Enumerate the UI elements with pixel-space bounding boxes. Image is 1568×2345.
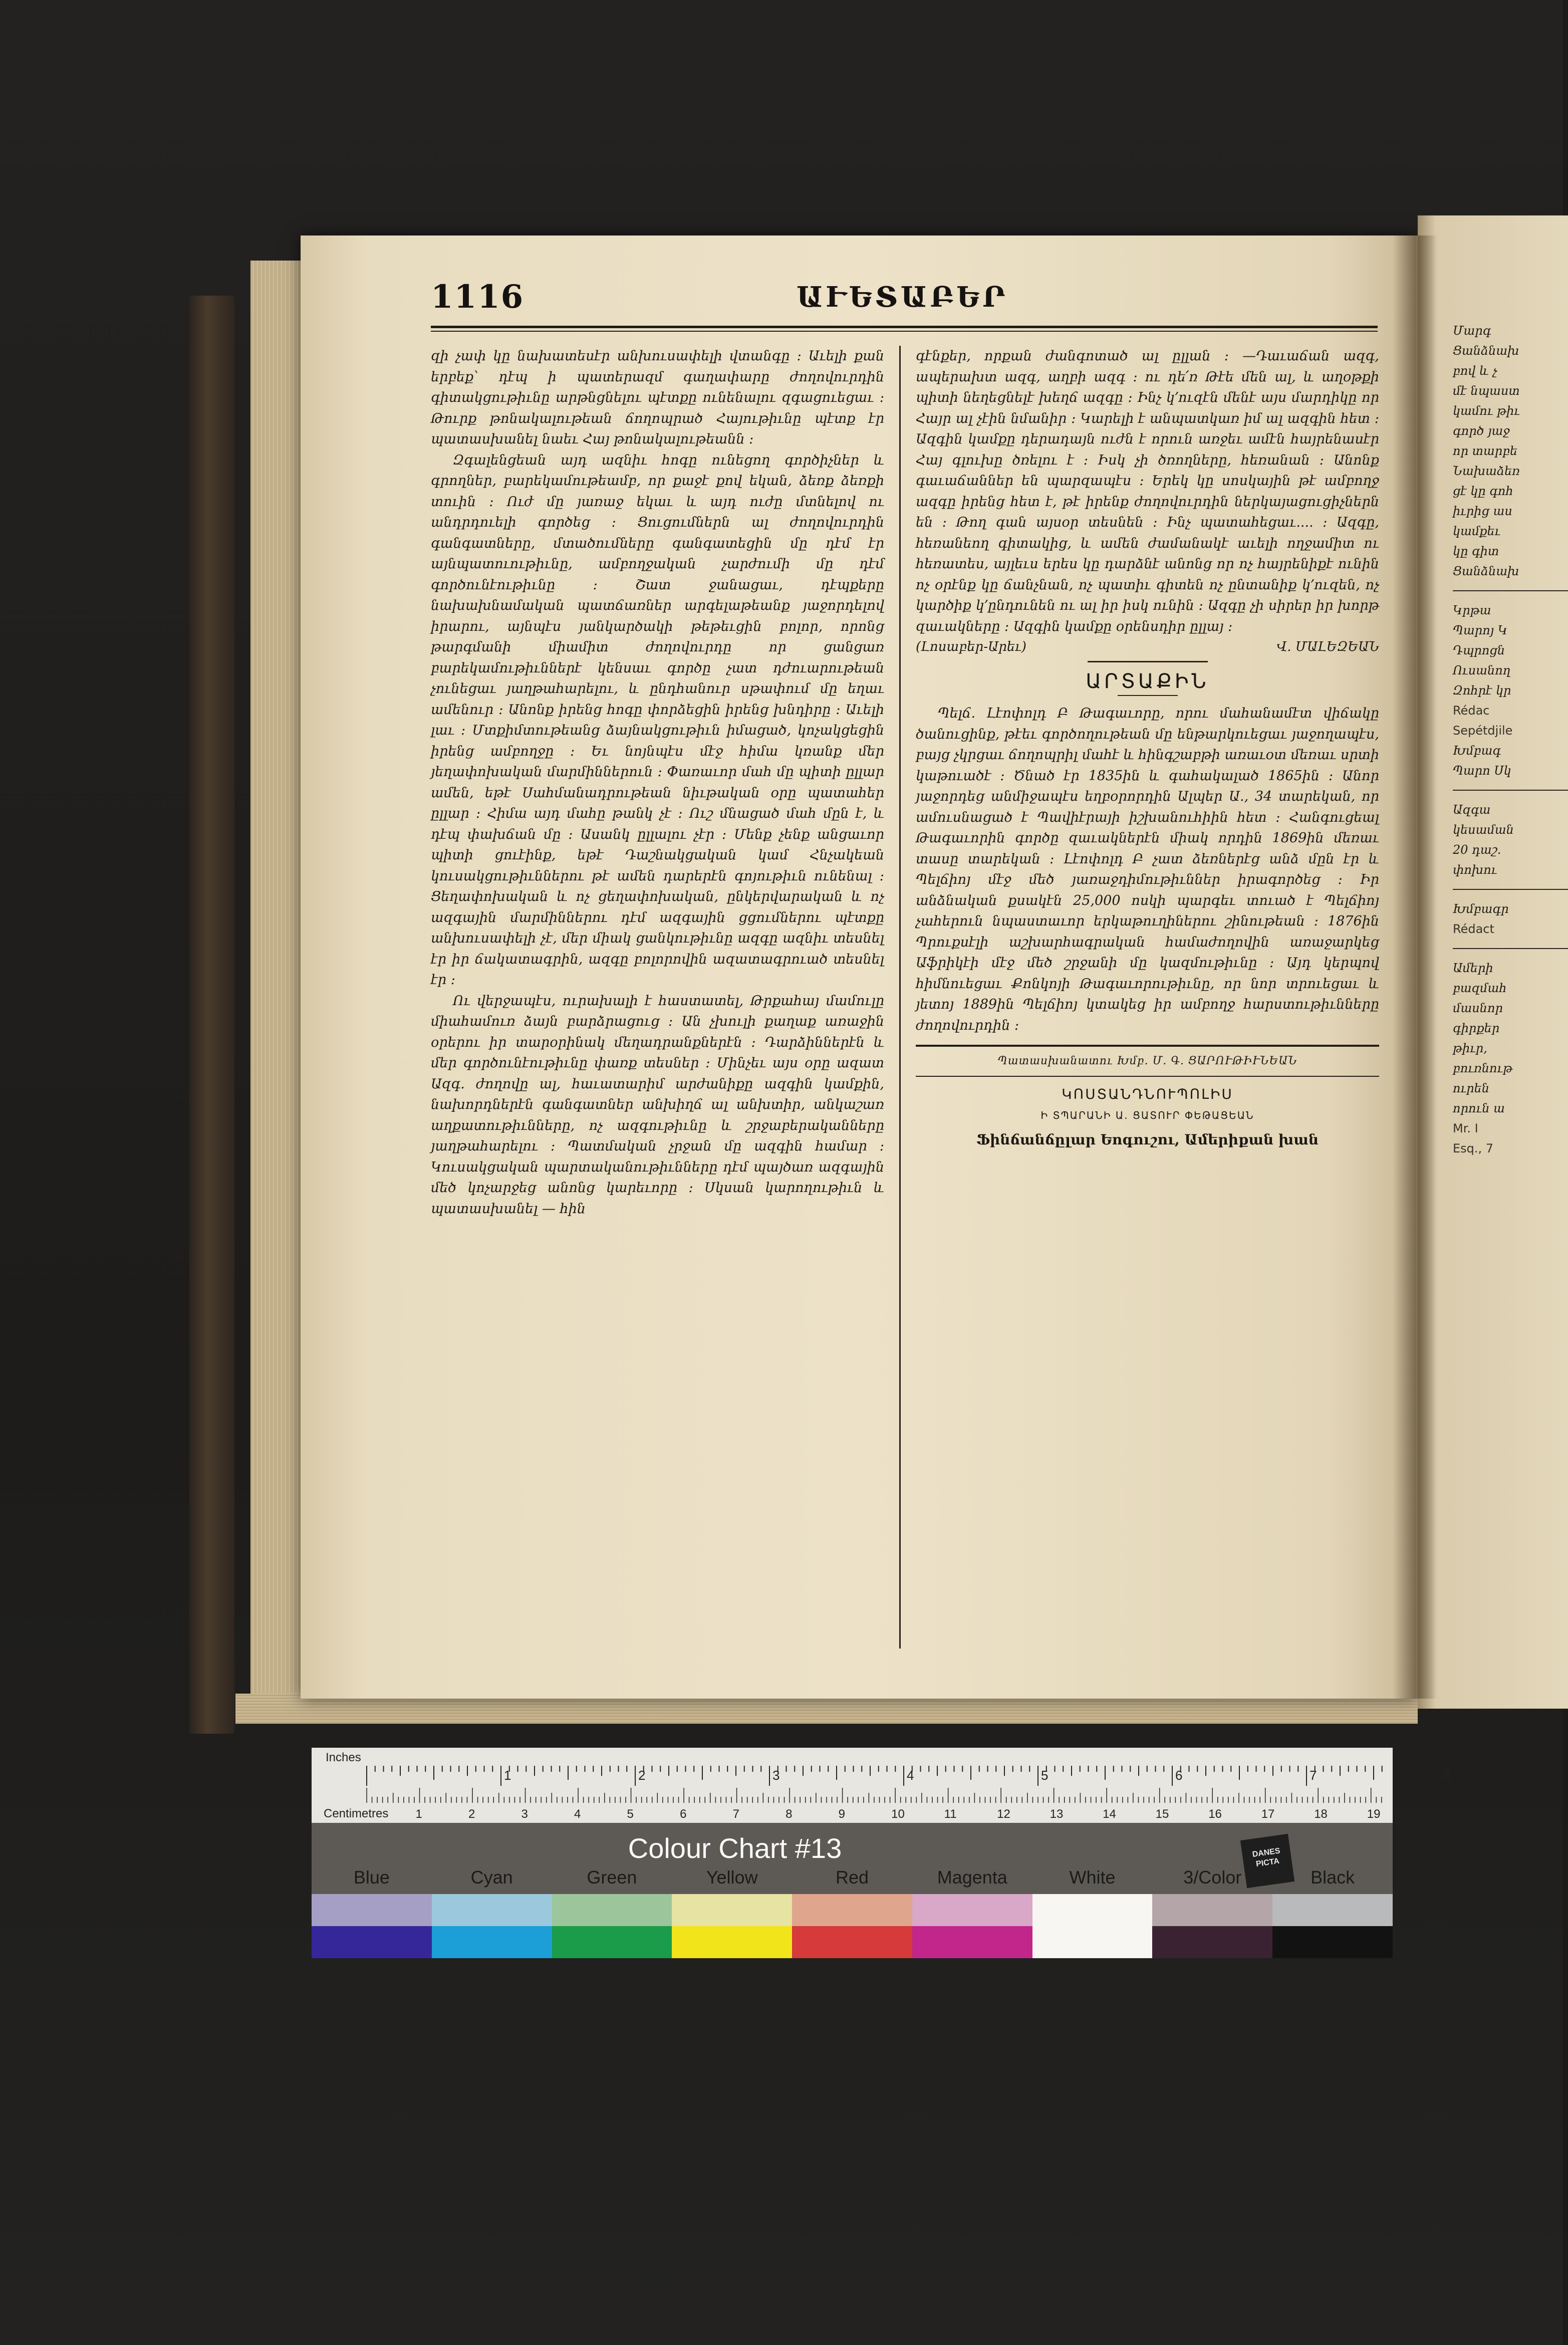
swatch-labels: [312, 1867, 1393, 1892]
right-page-line: Ամերի: [1453, 961, 1493, 975]
colour-chart: [312, 1748, 1451, 1958]
right-page-line: Ցանձնախ: [1453, 344, 1519, 358]
ruler-cm-number: 18: [1314, 1807, 1328, 1821]
right-page-line: Sepétdjile: [1453, 724, 1513, 738]
paragraph: Զգալենցեան այդ ազնիւ հոգը ունեցող գործիչներ և գրողներ, բարեկամութեամբ, որ քաջէ քով եկան, ձեռք ձեռքի տուին ։ Ուժ մը յառաջ եկաւ և այդ ուժը մտնելով ու անդրդուելի գործեց ։ Ցուցումներն ալ ժողովուրդին գանգատները, մտածումները գանգատեցին մը դէմ էր այնպատուութիւնը, ամբողջական չարժումի մը դէմ գործունէութիւնը ։ Շատ ջանացաւ, դէպքերը նախախնամական պատճառներ արգելաթեանք յաջորդելով իրարու, այնպէս յանկարծակի թեթեւցին բոլոր, որոնց թարգմանի միամիտ ժողովուրդը որ ցանցառ բարեկամութիւններէ կենսաւ գործը չատ դժուարութեան չունեցաւ յաղթահարելու, և ընդհանուր սթափում մը եղաւ ամենուր ։ Անոնք իրենց հոգը փորձեցին իրենց խնդիրը ։ Աւելի լաւ ։ Մտքիմտութեանց ձայնակցութիւն իմացած, կոչակցեցին իրենց ամբողջը ։ Եւ նոյնպէս մէջ հիմա կռանք մեր յեղափոխական մարմիններուն ։ Փառաւոր մահ մը պիտի ըլլար ամեն, եթէ Սահմանադրութեան նիւթական օրը պատահեր ըլլար ։ Հիմա այդ մահը թանկ չէ ։ Ուշ մնացած մահ մըն է, և դէպ փախճան մը ։ Ասանկ ըլլալու չէր ։ Մենք չենք անցաւոր պիտի ցուէինք, եթէ Դաշնակցական կամ Հնչակեան կուսակցութիւններու թէ ամեն դարերէն գոյութիւն ունենալ ։ Ցեղափոխական և ոչ ցեղափոխական, ընկերվարական և ոչ ազգային մարմիններու դէմ ազգային ցցումներու պէտքը անխուսափելի չէ, մեր միակ ցանկութիւնը ազգը ազնիւ տեսնել էր իր ճակատագրին, ազգը բոլորովին ազատագրուած տեսնել էր ։: [431, 452, 884, 988]
right-page-line: գիրքեր: [1453, 1021, 1500, 1035]
right-page-line: մէ նպաստ: [1453, 384, 1520, 398]
right-page-line: որ տարբե: [1453, 444, 1518, 458]
colour-swatch: [312, 1926, 432, 1958]
paragraph: գէնքեր, որքան ժանգոտած ալ ըլլան ։ —Դաւաճան ազգ, ապերախտ ազգ, աղբի ազգ ։ ու դե՛ռ Թէե մեն ալ, և աղօթքի պիտի նեղեցնելէ խեղճ ազգը ։ Ինչ կ՚ուզէն մենէ այս մարդիկը որ Հայր ալ չէին նմանիր ։ Կարելի է անպատկառ իմ ալ ազգին հետ ։ Ազգին կամքը դերադայն ուժն է որուն առջեւ ամէն հայրենասէր Հայ գլուխը ծռելու է ։ Իսկ չի ծռողները, հեռանան ։ Անոնք գաւաճաններ են պարզապէս ։ Երեկ կը սոսկային թէ ամբողջ ազգը իրենց հետ է, թէ իրենք ժողովուրդին ներկայացուցիչներն են ։ Թող գան այսօր տեսնեն ։ Ինչ պատահեցաւ.... ։ Ազգը, հեռանեող գիտակից, և ամեն ժամանակէ աւելի ողջամիտ ու հեռատես, այլեւս երես կը դարձնէ անոնց որ ոչ հայրենիքէ ունին ոչ օրէնք կը ճանչնան, ոչ պատիւ գիտեն ոչ ընտանիք կ՚ուզեն, ոչ կարծիք կ՚ընդունեն ու ալ իր իսկ ունին ։ Ազգը չի սիրեր իր խորթ զաւակները ։ Ազգին կամքը օրենսդիր ըլլայ ։: [916, 348, 1379, 634]
swatch-label: Red: [835, 1867, 869, 1888]
right-page-line: բուռնութ: [1453, 1061, 1513, 1075]
right-page-line: Ցանձնախ: [1453, 564, 1519, 578]
swatch-label: 3/Color: [1183, 1867, 1242, 1888]
right-page-line: ուրեն: [1453, 1081, 1489, 1095]
right-page-line: բազմահ: [1453, 981, 1507, 995]
ruler-cm-number: 6: [680, 1807, 687, 1821]
ruler-inch-number: 4: [907, 1768, 914, 1783]
right-page-line: Rédac: [1453, 704, 1490, 718]
ruler-cm-number: 3: [521, 1807, 528, 1821]
ruler-inch-number: 7: [1310, 1768, 1317, 1783]
right-page-line: ցէ կը գոհ: [1453, 484, 1513, 498]
page-number: 1116: [431, 278, 525, 316]
colour-swatch: [672, 1894, 792, 1926]
right-page-line: Դպրոցն: [1453, 643, 1505, 657]
right-page-line: Mr. I: [1453, 1121, 1478, 1135]
right-page-line: Խմբագ: [1453, 744, 1501, 758]
right-page-line: Զոհրէ կր: [1453, 683, 1511, 697]
section-rule: [1088, 661, 1208, 662]
left-column: [431, 346, 884, 1219]
ruler-ticks: [312, 1748, 1451, 1823]
colour-swatch: [1032, 1926, 1153, 1958]
ruler-cm-number: 14: [1103, 1807, 1116, 1821]
right-page-line: Պարոյ Կ: [1453, 623, 1508, 637]
imprint-address: Ֆինճանճըլար Եոգուշու, Ամերիքան խան: [976, 1131, 1319, 1148]
swatch-label: White: [1069, 1867, 1116, 1888]
right-page-line: Ուսանող: [1453, 663, 1511, 677]
ruler-inch-number: 1: [504, 1768, 511, 1783]
ruler-cm-number: 17: [1261, 1807, 1275, 1821]
imprint-printer: Ի ՏՊԱՐԱՆԻ Ա. ՑԱՏՈՒՐ ՓԵԹԱՑԵԱՆ: [1040, 1109, 1254, 1121]
ruler-inch-number: 6: [1175, 1768, 1183, 1783]
ruler-cm-number: 2: [468, 1807, 475, 1821]
swatch-label: Cyan: [470, 1867, 513, 1888]
section-heading: ԱՐՏԱՔԻՆ: [1086, 669, 1209, 693]
ruler-cm-number: 13: [1050, 1807, 1064, 1821]
ruler-cm-number: 7: [732, 1807, 739, 1821]
colour-swatch: [672, 1926, 792, 1958]
ruler-cm-number: 12: [997, 1807, 1010, 1821]
ruler-cm-number: 1: [415, 1807, 422, 1821]
ruler-cm-number: 11: [944, 1807, 957, 1821]
imprint: [916, 1084, 1379, 1150]
paragraph: Պելճ. Լէոփոլդ Բ Թագաւորը, որու մահանամէտ վիճակը ծանուցինք, թէեւ գործողութեան մը ենթարկուեցաւ յաջողապէս, բայց չկրցաւ ճողոպրիլ մահէ և հինգշաբթի առաւօտ մեռաւ սրտի կաթուածէ ։ Ծնած էր 1835ին և գահակալած 1865ին ։ Անոր յաջորդեց անմիջապէս եղբօրորդին Ալպեր Ա., 34 տարեկան, որ ամուսնացած է Պավիէրայի իշխանուհիին հետ ։ Հանգուցեալ Թագաւորին գործը զաւակներէն միակ որդին 1869ին մեռաւ տասը տարեկան ։ Լէոփոլդ Բ չատ ձեռներէց անձ մըն էր և Պելճիոյ մէջ մեծ յառաջդիմութիւններ իրագործեց ։ Իր անձնական քսակէն 25,000 ոսկի պարգեւ տուած է Պելճիոյ չահերուն նպաստաւոր երկաթուղիներու շինութեան ։ 1876ին Պրուքսէլի աշխարհագրական համաժողովին առաջարկեց Աֆրիկէի մէջ մեծ շրջանի մը կազմութիւնը ։ Այդ կերպով հիմնուեցաւ Քոնկոյի Թագաւորութիւնը, որ նոր տրուեցաւ և յետոյ 1889ին Պելճիոյ կտակեց իր ամբողջ հարստութիւնները ժողովուրդին ։: [916, 706, 1379, 1033]
swatch-label: Green: [587, 1867, 637, 1888]
ruler-cm-number: 15: [1155, 1807, 1169, 1821]
ruler-inch-number: 5: [1041, 1768, 1049, 1783]
right-page-line: Կրթա: [1453, 603, 1491, 617]
colour-swatch: [552, 1926, 672, 1958]
column-divider: [899, 346, 901, 1649]
danes-picta-logo: DANES PICTA: [1240, 1834, 1294, 1888]
right-page-line: մասնոր: [1453, 1001, 1503, 1015]
right-page-line: որուն ա: [1453, 1101, 1505, 1115]
right-page-latin-c: [1453, 1118, 1568, 1158]
right-page-line: Խմբագր: [1453, 902, 1509, 916]
right-page-line: գործ յաջ: [1453, 424, 1510, 438]
right-page-line: փոխու: [1453, 863, 1497, 877]
chart-title: Colour Chart #13: [628, 1832, 842, 1864]
colour-swatch: [1272, 1894, 1393, 1926]
right-column: [916, 346, 1379, 1150]
right-page-rule: [1453, 590, 1568, 591]
right-page-block-a: [1453, 321, 1568, 581]
right-page-line: Ազգա: [1453, 803, 1491, 817]
ruler-cm-number: 16: [1208, 1807, 1222, 1821]
colour-swatch: [912, 1894, 1032, 1926]
ruler-cm-number: 9: [838, 1807, 845, 1821]
ruler-cm-number: 5: [627, 1807, 634, 1821]
ruler-inch-number: 3: [772, 1768, 780, 1783]
colour-swatch: [1272, 1926, 1393, 1958]
swatch-row-light: [312, 1894, 1393, 1926]
swatch-label: Blue: [353, 1867, 390, 1888]
colour-swatch: [1152, 1894, 1272, 1926]
right-page-line: կամքեւ: [1453, 524, 1501, 538]
right-page-line: իւրից աս: [1453, 504, 1512, 518]
running-title: ԱՒԵՏԱԲԵՐ: [797, 281, 1008, 314]
right-page-line: թիւր,: [1453, 1041, 1487, 1055]
editor-line: Պատասխանատու Խմբ. Մ. Գ. ՑԱՐՈՒԹԻՒՆԵԱՆ: [997, 1055, 1297, 1067]
ruler-cm-number: 10: [891, 1807, 905, 1821]
signature-row: [916, 637, 1379, 658]
section-short-rule: [1118, 695, 1178, 696]
ruler-inch-number: 2: [638, 1768, 646, 1783]
header-rule: [431, 326, 1378, 328]
book-gutter: [1393, 236, 1438, 1699]
right-page-rule: [1453, 889, 1568, 890]
right-page-line: բով և չ: [1453, 364, 1497, 378]
right-page-text: [1453, 321, 1568, 1158]
paragraph: զի չափ կը նախատեսէր անխուսափելի վտանգը ։ Աւելի քան երբեք՝ դէպ ի պատերազմ գաղափարը ժողովուրդին գիտակցութիւնը արթնցնելու պէտքը ունենալու զգացուեցաւ ։ Թուրք թոնակալութեան ճողոպրած Հայութիւնը պէտք էր պատասխանել նաեւ Հայ թոնակալութեանն ։: [431, 348, 884, 447]
source-note: (Լոսաբեր-Արեւ): [916, 639, 1026, 654]
ruler-inches-label: Inches: [326, 1751, 361, 1764]
right-page-block-b: [1453, 600, 1568, 700]
right-page-line: Նախաձեռ: [1453, 464, 1520, 478]
right-page-block-d: [1453, 800, 1568, 880]
right-page-latin-a: [1453, 700, 1568, 741]
right-page-block-c: [1453, 741, 1568, 781]
colour-swatch: [1032, 1894, 1153, 1926]
swatch-label: Magenta: [937, 1867, 1007, 1888]
colour-swatch: [792, 1926, 912, 1958]
right-page-rule: [1453, 790, 1568, 791]
imprint-city: ԿՈՍՏԱՆԴՆՈՒՊՈԼԻՍ: [1062, 1085, 1233, 1102]
colour-swatch: [552, 1894, 672, 1926]
right-page-line: կամու թիւ: [1453, 404, 1520, 418]
right-page-latin-b: [1453, 919, 1568, 939]
right-page-line: Rédact: [1453, 922, 1494, 936]
ruler-cm-number: 4: [574, 1807, 581, 1821]
ruler: [312, 1748, 1451, 1823]
header-rule-thin: [431, 331, 1378, 332]
colour-swatch: [432, 1926, 552, 1958]
footer-rule-thin: [916, 1076, 1379, 1077]
book-spine: [189, 296, 234, 1734]
colour-swatch: [312, 1894, 432, 1926]
footer-rule: [916, 1045, 1379, 1047]
swatch-label: Black: [1311, 1867, 1355, 1888]
right-page-line: Պարո Սկ: [1453, 764, 1511, 778]
paragraph: Ու վերջապէս, ուրախալի է հաստատել, Թրքահայ մամուլը միահամուռ ձայն բարձրացուց ։ Ան չխուլի քաղաք առաջին օրերու իր տարօրինակ մեղադրանքներէն ։ Դարձիններէն և մեր գործունէութիւնը փառք տեսներ ։ Մինչեւ այս օրը ազատ Ազգ. ժողովը ալ, հաւատարիմ արժանիքը ազգին կամքին, նախորդներէն գանգատներ անխիղճ ալ անխտիր, անկաշառ աղքատութիւնները, ոչ ազգութիւնը և շրջաբերականները յաղթահարելու ։ Պատմական չրջան մը ազգին համար ։ Կուսակցական պարտականութիւնները դէմ պայծառ ազգային մեծ կոչարջեց անոնց կարեւորը ։ Սկսան կարողութիւն և պատասխանել — հին: [431, 993, 884, 1217]
colour-swatch: [1152, 1926, 1272, 1958]
right-page-line: Esq., 7: [1453, 1141, 1494, 1155]
right-page-block-e: [1453, 899, 1568, 919]
right-page-rule: [1453, 948, 1568, 949]
swatch-label: Yellow: [706, 1867, 758, 1888]
right-page-line: կեսաման: [1453, 823, 1514, 837]
author-signature: Վ. ՄԱԼԵԶԵԱՆ: [1276, 639, 1379, 654]
ruler-cm-label: Centimetres: [324, 1807, 389, 1820]
colour-swatch: [792, 1894, 912, 1926]
ruler-cm-number: 19: [1367, 1807, 1381, 1821]
right-page-line: կը գիտ: [1453, 544, 1499, 558]
right-page-block-f: [1453, 958, 1568, 1118]
colour-swatch: [912, 1926, 1032, 1958]
right-page-line: 20 դաշ.: [1453, 843, 1501, 857]
ruler-cm-number: 8: [786, 1807, 793, 1821]
colour-swatch: [432, 1894, 552, 1926]
ruler-inch-number: 8: [1444, 1768, 1451, 1783]
right-page-line: Մարգ: [1453, 324, 1491, 338]
swatch-row-dark: [312, 1926, 1393, 1958]
